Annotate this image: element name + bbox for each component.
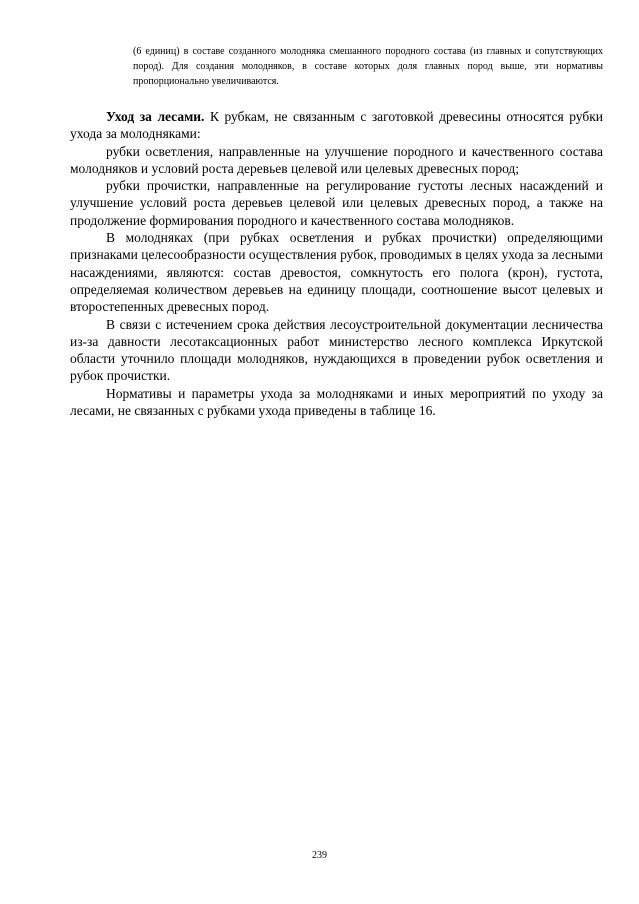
section-body <box>70 108 603 419</box>
paragraph-criteria: В молодняках (при рубках осветления и рубках прочистки) определяющими признаками целесообразности осуществления рубок, проводимых в целях ухода за лесными насаждениями, являются: состав древостоя, сомкнутость его полога (крон), густота, определяемая количеством деревьев на единицу площади, соотношение высот целевых и второстепенных древесных пород. <box>70 230 603 315</box>
paragraph-norms-table-ref: Нормативы и параметры ухода за молодняками и иных мероприятий по уходу за лесами, не связанных с рубками ухода приведены в таблице 16. <box>70 385 603 419</box>
paragraph-documentation: В связи с истечением срока действия лесоустроительной документации лесничества из-за давности лесотаксационных работ министерство лесного комплекса Иркутской области уточнило площади молодняков, нуждающихся в проведении рубок осветления и рубок прочистки. <box>70 316 603 384</box>
page-number: 239 <box>312 850 327 861</box>
section-heading: Уход за лесами. <box>106 109 205 124</box>
paragraph-thinning-cuts: рубки прочистки, направленные на регулирование густоты лесных насаждений и улучшение условий роста деревьев целевой или целевых древесных пород, а также на продолжение формирования породного и качественного состава молодняков. <box>70 178 603 228</box>
paragraph-clearing-cuts: рубки осветления, направленные на улучшение породного и качественного состава молодняков и условий роста деревьев целевой или целевых древесных пород; <box>70 143 603 176</box>
section-intro-text: К рубкам, не связанным с заготовкой древесины относятся рубки ухода за молодняками: <box>70 109 603 142</box>
footnote-text: (6 единиц) в составе созданного молодняка смешанного породного состава (из главных и сопутствующих пород). Для создания молодняков, в составе которых доля главных пород выше, эти нормативы пропорционально увеличиваются. <box>133 46 603 87</box>
section-intro-paragraph <box>70 108 603 143</box>
